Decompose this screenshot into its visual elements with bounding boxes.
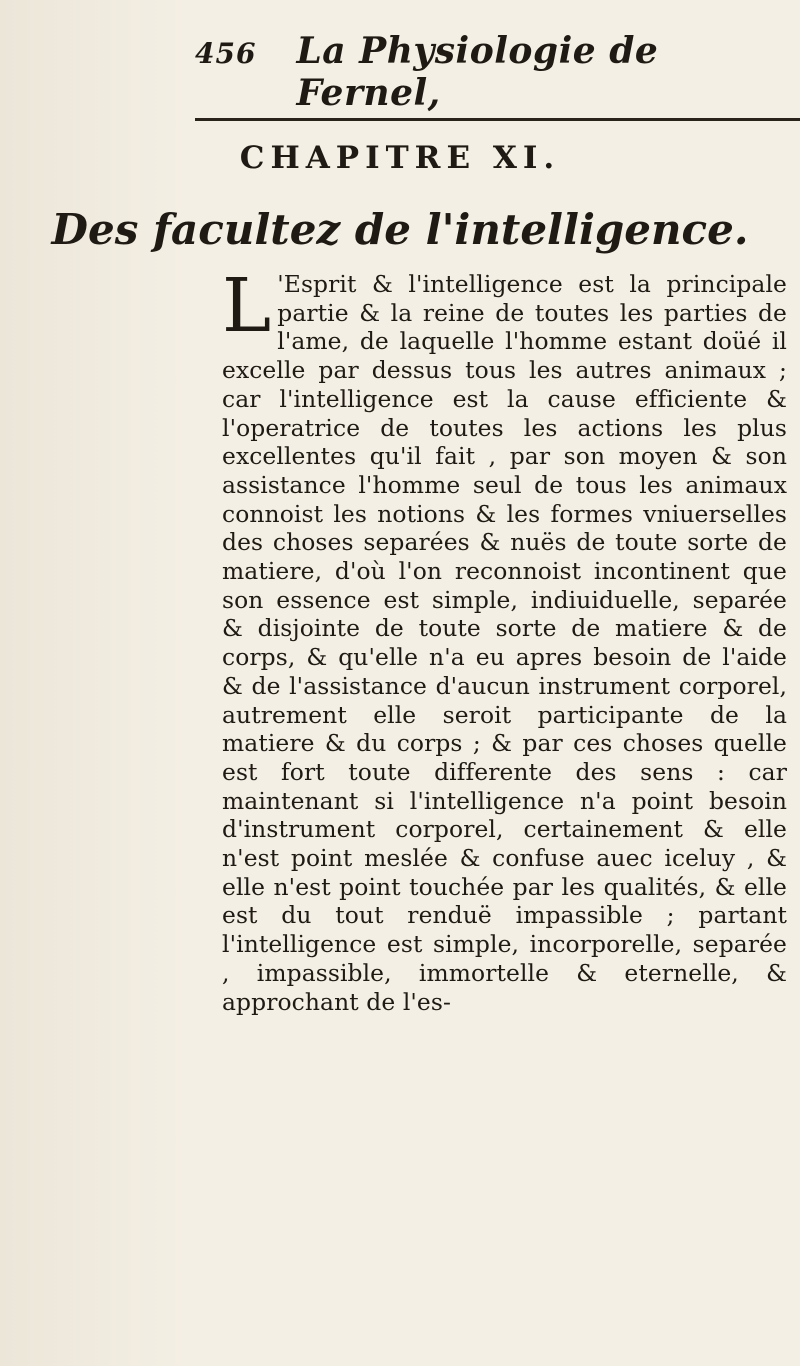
header-rule [195, 118, 800, 121]
page-number: 456 [195, 37, 257, 70]
paragraph-text: 'Esprit & l'intelligence est la principale partie & la reine de toutes les parties de l'ame, de laquelle l'homme estant doüé il excelle par dessus tous les autres animaux ; car l'intelligence est la cause efficiente & l'operatrice de toutes les actions les plus excellentes qu'il fait , par son moyen & son assistance l'homme seul de tous les animaux connoist les notions & les formes vniuerselles des choses separées & nuës de toute sorte de matiere, d'où l'on reconnoist incontinent que son essence est simple, indiuiduelle, separée & disjointe de toute sorte de matiere & de corps, & qu'elle n'a eu apres besoin de l'aide & de l'assistance d'aucun instrument corporel, autrement elle seroit participante de la matiere & du corps ; & par ces choses quelle est fort toute differente des sens : car maintenant si l'intelligence n'a point besoin d'instrument corporel, certainement & elle n'est point meslée & confuse auec iceluy , & elle n'est point touchée par les qualités, & elle est du tout renduë impassible ; partant l'intelligence est simple, incorporelle, separée , impassible, immortelle & eternelle, & approchant de l'es- [222, 270, 787, 1016]
running-title: La Physiologie de Fernel, [296, 30, 659, 114]
chapter-subtitle: Des facultez de l'intelligence. [51, 205, 749, 254]
chapter-heading: CHAPITRE XI. [239, 140, 561, 176]
drop-cap: L [222, 263, 272, 349]
running-head [195, 30, 795, 114]
body-paragraph [222, 263, 787, 1016]
